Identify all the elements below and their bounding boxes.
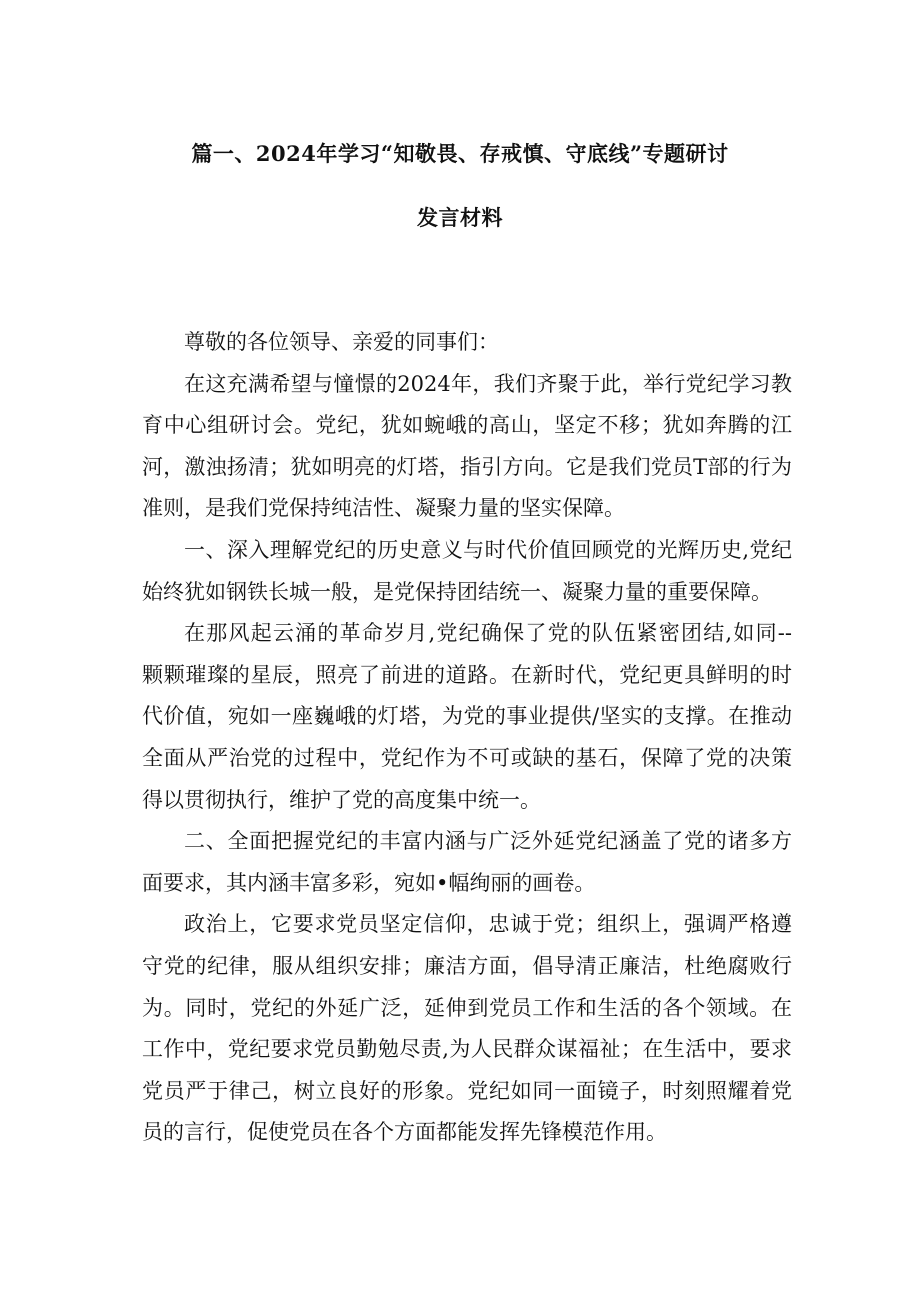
text-line: 得以贯彻执行，维护了党的高度集中统一。 bbox=[142, 787, 541, 812]
text-line: 政治上，它要求党员坚定信仰，忠诚于党；组织上，强调严格遵 bbox=[184, 912, 792, 937]
text-line: 二、全面把握党纪的丰富内涵与广泛外延党纪涵盖了党的诸多方 bbox=[184, 829, 792, 854]
document-body bbox=[142, 322, 792, 1154]
text-line: 代价值，宛如一座巍峨的灯塔，为党的事业提供/坚实的支撑。在推动 bbox=[142, 704, 792, 729]
text-line: 河，激浊扬清；犹如明亮的灯塔，指引方向。它是我们党员T部的行为 bbox=[142, 454, 792, 479]
text-line: 一、深入理解党纪的历史意义与时代价值回顾党的光辉历史,党纪 bbox=[184, 537, 792, 562]
text-line: 守党的纪律，服从组织安排；廉洁方面，倡导清正廉洁，杜绝腐败行 bbox=[142, 953, 792, 978]
document-title-line-2: 发言材料 bbox=[417, 205, 503, 230]
text-line: 在这充满希望与憧憬的2024年，我们齐聚于此，举行党纪学习教 bbox=[184, 371, 792, 396]
text-line: 党员严于律己，树立良好的形象。党纪如同一面镜子，时刻照耀着党 bbox=[142, 1078, 792, 1103]
text-line: 面要求，其内涵丰富多彩，宛如•幅绚丽的画卷。 bbox=[142, 870, 596, 895]
text-line: 员的言行，促使党员在各个方面都能发挥先锋模范作用。 bbox=[142, 1120, 667, 1145]
text-line: 为。同时，党纪的外延广泛，延伸到党员工作和生活的各个领域。在 bbox=[142, 995, 792, 1020]
document-title-line-1: 篇一、2024年学习“知敬畏、存戒慎、守底线”专题研讨 bbox=[191, 141, 729, 166]
text-line: 尊敬的各位领导、亲爱的同事们： bbox=[184, 330, 499, 354]
text-line: 育中心组研讨会。党纪，犹如蜿峨的高山，坚定不移；犹如奔腾的江 bbox=[142, 413, 792, 438]
text-line: 全面从严治党的过程中，党纪作为不可或缺的基石，保障了党的决策 bbox=[142, 745, 792, 770]
text-line: 工作中，党纪要求党员勤勉尽责,为人民群众谋福祉；在生活中，要求 bbox=[142, 1037, 792, 1062]
text-line: 在那风起云涌的革命岁月,党纪确保了党的队伍紧密团结,如同-- bbox=[184, 621, 792, 646]
text-line: 准则，是我们党保持纯洁性、凝聚力量的坚实保障。 bbox=[142, 496, 625, 521]
text-line: 始终犹如钢铁长城一般，是党保持团结统一、凝聚力量的重要保障。 bbox=[142, 579, 772, 604]
text-line: 颗颗璀璨的星辰，照亮了前进的道路。在新时代，党纪更具鲜明的时 bbox=[142, 662, 792, 687]
